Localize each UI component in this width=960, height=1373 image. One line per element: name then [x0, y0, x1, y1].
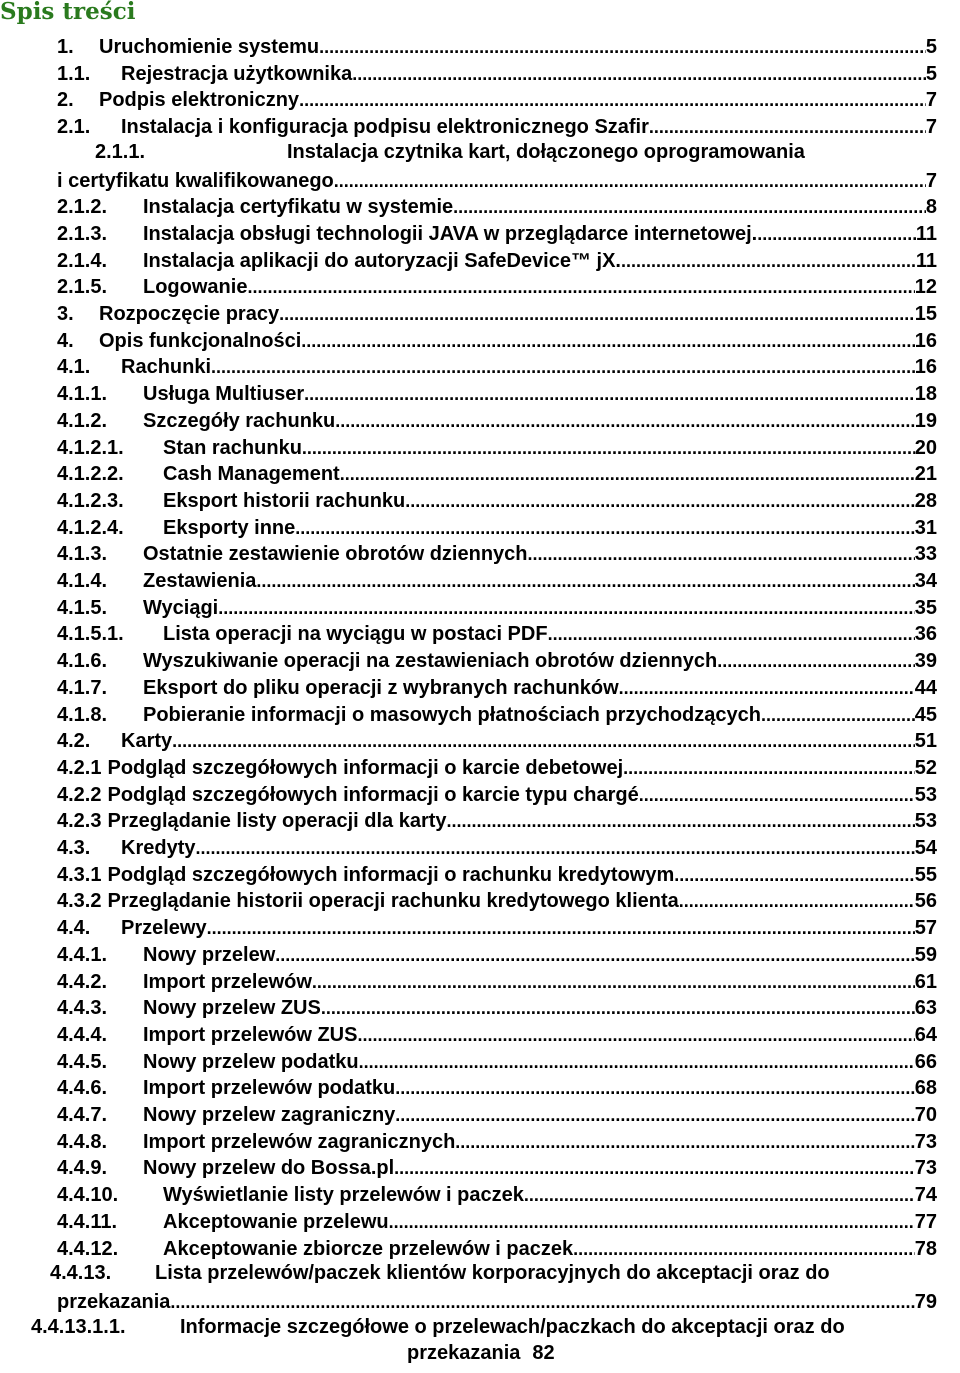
toc-entry-page: 7 [925, 169, 937, 192]
dot-leader [528, 543, 915, 565]
toc-entry-title: Pobieranie informacji o masowych płatnościach przychodzących [143, 703, 761, 726]
toc-entry-page: 74 [914, 1184, 937, 1207]
toc-entry-number: 4.4.13. [50, 1262, 112, 1285]
dot-leader [453, 196, 926, 218]
dot-leader [455, 1131, 914, 1153]
dot-leader [304, 383, 915, 405]
toc-entry-title: Wyświetlanie listy przelewów i paczek [163, 1184, 524, 1207]
toc-entry-number: 4.4.13.1.1. [31, 1315, 126, 1338]
toc-entry[interactable] [57, 942, 937, 966]
toc-entry-title: Instalacja obsługi technologii JAVA w przeglądarce internetowej. [143, 222, 758, 245]
toc-entry-number: 2.1. [57, 116, 91, 139]
toc-entry-title: Eksport historii rachunku [163, 489, 406, 512]
toc-entry-page: 8 [925, 196, 937, 219]
toc-entry[interactable] [57, 648, 937, 672]
toc-entry-number: 4.4.1. [57, 943, 108, 966]
dot-leader [319, 36, 926, 58]
toc-entry[interactable] [57, 354, 937, 378]
toc-entry-number: 4.4.5. [57, 1050, 108, 1073]
toc-entry-title: Import przelewów zagranicznych [143, 1130, 456, 1153]
toc-entry-page: 36 [914, 623, 937, 646]
toc-entry-page: 5 [925, 62, 937, 85]
toc-entry-title: Import przelewów [143, 970, 312, 993]
page-title: Spis treści [0, 0, 136, 25]
toc-entry-title: Informacje szczegółowe o przelewach/paczkach do akceptacji oraz do [180, 1315, 845, 1338]
dot-leader [395, 1104, 914, 1126]
toc-entry-title: Kredyty [121, 837, 196, 859]
dot-leader [679, 890, 915, 912]
toc-entry-number: 4.4.7. [57, 1104, 108, 1126]
dot-leader [757, 223, 916, 245]
dot-leader [218, 597, 915, 619]
toc-entry[interactable] [57, 114, 937, 138]
dot-leader [761, 704, 915, 726]
toc-entry-page: 39 [914, 650, 937, 673]
dot-leader [639, 784, 915, 806]
toc-entry-number: 4.4.9. [57, 1157, 108, 1180]
toc-entry[interactable] [57, 862, 937, 886]
toc-entry-title: Uruchomienie systemu [99, 36, 320, 58]
toc-entry-title: Instalacja czytnika kart, dołączonego oprogramowania [287, 140, 805, 163]
dot-leader [247, 276, 914, 298]
toc-entry-number: 4.4.4. [57, 1023, 108, 1046]
toc-entry-page: 35 [914, 596, 937, 619]
dot-leader [619, 677, 915, 699]
toc-entry-page: 61 [914, 970, 937, 993]
toc-entry-number: 2.1.5. [57, 276, 108, 299]
toc-entry-page: 44 [914, 676, 937, 699]
toc-entry-number: 4.2.1 [57, 756, 102, 779]
dot-leader [295, 517, 914, 539]
toc-entry[interactable] [57, 1022, 937, 1046]
toc-entry-number: 1. [57, 36, 74, 58]
toc-entry[interactable] [50, 1262, 937, 1284]
toc-entry-number: 4.1.3. [57, 543, 108, 566]
toc-entry-title: Przeglądanie listy operacji dla karty [107, 810, 447, 833]
toc-entry-page: 63 [914, 997, 937, 1020]
dot-leader [357, 1024, 914, 1046]
toc-entry-title: Nowy przelew zagraniczny [143, 1104, 396, 1126]
toc-entry-number: 4.4.6. [57, 1077, 108, 1100]
toc-entry-number: 4.4.12. [57, 1237, 119, 1260]
toc-entry-number: 1.1. [57, 62, 91, 85]
dot-leader [334, 170, 926, 192]
toc-entry-page: 64 [914, 1023, 937, 1046]
toc-entry[interactable] [95, 141, 937, 163]
toc-entry-number: 4.2.2 [57, 783, 102, 806]
toc-entry[interactable] [57, 194, 937, 218]
toc-entry[interactable] [57, 915, 937, 939]
toc-entry[interactable] [57, 888, 937, 912]
dot-leader [674, 864, 914, 886]
dot-leader [172, 730, 915, 752]
toc-entry-page: 33 [914, 543, 937, 566]
toc-entry-page: 82 [532, 1342, 555, 1365]
dot-leader [207, 917, 915, 939]
dot-leader [170, 1291, 914, 1313]
toc-entry-number: 4.4.10. [57, 1184, 119, 1207]
toc-entry-page: 57 [914, 917, 937, 940]
toc-entry-page: 11 [915, 249, 937, 272]
toc-entry[interactable] [57, 835, 937, 859]
toc-entry[interactable] [57, 541, 937, 565]
toc-entry-title: Opis funkcjonalności [99, 329, 302, 352]
toc-entry-page: 53 [914, 810, 937, 833]
toc-entry-number: 4.1.6. [57, 650, 108, 673]
toc-entry-title: Instalacja aplikacji do autoryzacji SafeDevice™ jX. [143, 249, 621, 272]
toc-entry-page: 20 [914, 436, 937, 459]
toc-entry-title: Akceptowanie przelewu [163, 1210, 389, 1233]
toc-entry[interactable] [57, 621, 937, 645]
toc-entry-page: 7 [925, 89, 937, 112]
toc-entry-title: Podgląd szczegółowych informacji o rachunku kredytowym [107, 863, 675, 886]
toc-entry-number: 4.1.2.4. [57, 516, 124, 539]
toc-entry-page: 53 [914, 783, 937, 806]
toc-entry-number: 4.1.1. [57, 383, 108, 406]
toc-entry-continuation[interactable] [57, 1289, 937, 1313]
toc-entry-title: Akceptowanie zbiorcze przelewów i paczek [163, 1237, 574, 1260]
toc-entry-title: Zestawienia [143, 570, 257, 592]
toc-entry[interactable] [57, 328, 937, 352]
toc-entry-number: 4.3.1 [57, 863, 102, 886]
toc-entry-page: 28 [914, 489, 937, 512]
toc-entry-number: 2. [57, 89, 74, 112]
toc-entry-page: 7 [925, 116, 937, 139]
toc-entry[interactable] [57, 1102, 937, 1126]
toc-entry-number: 4. [57, 329, 74, 352]
toc-entry[interactable] [57, 728, 937, 752]
toc-entry[interactable] [57, 274, 937, 298]
toc-entry[interactable] [57, 969, 937, 993]
toc-entry-continuation[interactable] [57, 168, 937, 192]
dot-leader [359, 1051, 915, 1073]
toc-entry-title: Lista przelewów/paczek klientów korporacyjnych do akceptacji oraz do [155, 1262, 830, 1285]
toc-entry-page: 21 [914, 463, 937, 486]
dot-leader [256, 570, 914, 592]
toc-entry[interactable] [57, 61, 937, 85]
toc-entry-title: Import przelewów podatku [143, 1077, 396, 1100]
toc-entry-page: 12 [914, 276, 937, 299]
dot-leader [524, 1184, 915, 1206]
toc-entry-number: 4.1. [57, 356, 91, 379]
toc-entry-page: 55 [914, 863, 937, 886]
dot-leader [335, 410, 914, 432]
toc-entry[interactable] [57, 87, 937, 111]
toc-entry-page: 51 [914, 730, 937, 753]
toc-entry[interactable] [57, 702, 937, 726]
toc-entry-title: Nowy przelew do Bossa.pl [143, 1157, 395, 1180]
dot-leader [389, 1211, 915, 1233]
toc-entry[interactable] [57, 381, 937, 405]
toc-entry[interactable] [57, 34, 937, 58]
dot-leader [447, 810, 915, 832]
toc-entry-title: Przeglądanie historii operacji rachunku kredytowego klienta [107, 890, 679, 913]
toc-entry-page: 45 [914, 703, 937, 726]
toc-entry-page: 11 [915, 222, 937, 245]
toc-entry[interactable] [57, 1182, 937, 1206]
toc-entry-number: 4.4.8. [57, 1130, 108, 1153]
toc-entry-number: 4.1.5.1. [57, 623, 124, 646]
toc-entry-page: 16 [914, 356, 937, 379]
toc-entry-title: Karty [121, 730, 173, 753]
toc-entry-number: 4.4.2. [57, 970, 108, 993]
toc-entry[interactable] [57, 755, 937, 779]
toc-entry-title: Rejestracja użytkownika [121, 62, 353, 85]
toc-entry[interactable] [57, 1075, 937, 1099]
toc-entry-number: 4.4.11. [57, 1210, 118, 1233]
toc-entry-page: 56 [914, 890, 937, 913]
toc-entry-title: Rachunki [121, 356, 212, 379]
toc-entry-number: 4.1.4. [57, 570, 108, 592]
toc-entry-page: 73 [914, 1130, 937, 1153]
toc-entry-page: 78 [914, 1237, 937, 1260]
toc-entry-number: 4.2. [57, 730, 91, 753]
toc-entry-number: 4.3. [57, 837, 91, 859]
dot-leader [299, 89, 926, 111]
toc-entry-number: 4.1.2. [57, 409, 108, 432]
dot-leader [395, 1077, 915, 1099]
dot-leader [352, 63, 926, 85]
toc-entry-title: Import przelewów ZUS [143, 1023, 358, 1046]
toc-entry-title: Logowanie [143, 276, 248, 299]
dot-leader [394, 1157, 915, 1179]
toc-entry-title: Usługa Multiuser [143, 383, 305, 406]
toc-entry-title: Wyszukiwanie operacji na zestawieniach obrotów dziennych [143, 650, 718, 673]
toc-entry[interactable] [57, 568, 937, 592]
toc-entry[interactable] [31, 1316, 845, 1338]
toc-entry[interactable] [57, 1209, 937, 1233]
toc-entry-page: 52 [914, 756, 937, 779]
toc-entry-page: 73 [914, 1157, 937, 1180]
dot-leader [621, 250, 916, 272]
toc-entry-page: 77 [914, 1210, 937, 1233]
toc-entry-page: 70 [914, 1104, 937, 1126]
dot-leader [321, 997, 915, 1019]
dot-leader [548, 623, 915, 645]
dot-leader [312, 971, 915, 993]
toc-entry-title: Podgląd szczegółowych informacji o karcie debetowej [107, 756, 624, 779]
dot-leader [301, 330, 914, 352]
toc-entry-number: 4.4.3. [57, 997, 108, 1020]
toc-entry-number: 4.4. [57, 917, 91, 940]
toc-entry-title: Przelewy [121, 917, 207, 940]
toc-entry-title: Podgląd szczegółowych informacji o karcie typu chargé [107, 783, 639, 806]
toc-entry-number: 4.1.2.1. [57, 436, 124, 459]
toc-entry[interactable] [57, 595, 937, 619]
toc-entry-title-continued: przekazania [407, 1342, 521, 1365]
toc-entry[interactable] [57, 435, 937, 459]
dot-leader [195, 837, 914, 859]
toc-entry[interactable] [57, 408, 937, 432]
toc-entry-page: 18 [914, 383, 937, 406]
dot-leader [275, 944, 914, 966]
toc-entry-title-continued: przekazania [57, 1290, 171, 1313]
toc-entry-title: Stan rachunku [163, 436, 302, 459]
toc-entry[interactable] [57, 301, 937, 325]
toc-entry-continuation[interactable] [407, 1342, 555, 1364]
toc-entry-number: 4.1.5. [57, 596, 108, 619]
toc-entry-title-continued: i certyfikatu kwalifikowanego [57, 169, 334, 192]
toc-entry-title: Wyciągi [143, 596, 219, 619]
dot-leader [573, 1238, 915, 1260]
toc-entry-page: 16 [914, 329, 937, 352]
toc-entry-title: Nowy przelew ZUS [143, 997, 321, 1020]
dot-leader [405, 490, 914, 512]
toc-entry-number: 3. [57, 303, 74, 325]
toc-entry-page: 34 [914, 570, 937, 592]
toc-entry-page: 19 [914, 409, 937, 432]
dot-leader [340, 463, 915, 485]
toc-entry-page: 68 [914, 1077, 937, 1100]
dot-leader [211, 356, 915, 378]
toc-entry-title: Rozpoczęcie pracy [99, 303, 280, 325]
dot-leader [279, 303, 915, 325]
toc-entry-number: 4.1.8. [57, 703, 108, 726]
toc-entry[interactable] [57, 1155, 937, 1179]
toc-entry-number: 2.1.2. [57, 196, 108, 219]
toc-entry[interactable] [57, 488, 937, 512]
toc-entry-title: Podpis elektroniczny [99, 89, 300, 112]
toc-entry-number: 4.1.2.2. [57, 463, 124, 486]
toc-entry-number: 4.1.7. [57, 676, 108, 699]
toc-entry-number: 4.2.3 [57, 810, 102, 833]
dot-leader [623, 757, 915, 779]
toc-entry-title: Cash Management [163, 463, 340, 486]
toc-entry[interactable] [57, 515, 937, 539]
toc-entry-title: Lista operacji na wyciągu w postaci PDF [163, 623, 548, 646]
toc-entry-page: 54 [914, 837, 937, 859]
toc-entry[interactable] [57, 248, 937, 272]
toc-entry[interactable] [57, 1129, 937, 1153]
toc-entry-title: Ostatnie zestawienie obrotów dziennych [143, 543, 528, 566]
toc-entry-title: Instalacja i konfiguracja podpisu elektronicznego Szafir [121, 116, 649, 139]
toc-entry[interactable] [57, 782, 937, 806]
toc-entry-page: 15 [914, 303, 937, 325]
toc-entry-number: 2.1.3. [57, 222, 108, 245]
toc-entry-page: 59 [914, 943, 937, 966]
dot-leader [649, 116, 926, 138]
toc-entry[interactable] [57, 221, 937, 245]
toc-entry-number: 4.1.2.3. [57, 489, 124, 512]
toc-entry-title: Szczegóły rachunku [143, 409, 336, 432]
toc-entry[interactable] [57, 1236, 937, 1260]
toc-entry[interactable] [57, 1049, 937, 1073]
toc-entry-title: Nowy przelew podatku [143, 1050, 359, 1073]
toc-entry-page: 31 [914, 516, 937, 539]
toc-entry[interactable] [57, 675, 937, 699]
toc-entry-page: 79 [914, 1290, 937, 1313]
toc-entry-page: 5 [925, 36, 937, 58]
toc-entry-number: 4.3.2 [57, 890, 102, 913]
toc-entry[interactable] [57, 461, 937, 485]
dot-leader [302, 437, 915, 459]
toc-entry-title: Instalacja certyfikatu w systemie [143, 196, 454, 219]
toc-entry-title: Eksport do pliku operacji z wybranych rachunków [143, 676, 619, 699]
toc-entry-page: 66 [914, 1050, 937, 1073]
toc-entry-title: Eksporty inne [163, 516, 296, 539]
toc-entry-title: Nowy przelew [143, 943, 276, 966]
toc-entry-number: 2.1.4. [57, 249, 108, 272]
toc-entry-number: 2.1.1. [95, 140, 146, 163]
toc-entry[interactable] [57, 808, 937, 832]
toc-entry[interactable] [57, 995, 937, 1019]
dot-leader [717, 650, 915, 672]
